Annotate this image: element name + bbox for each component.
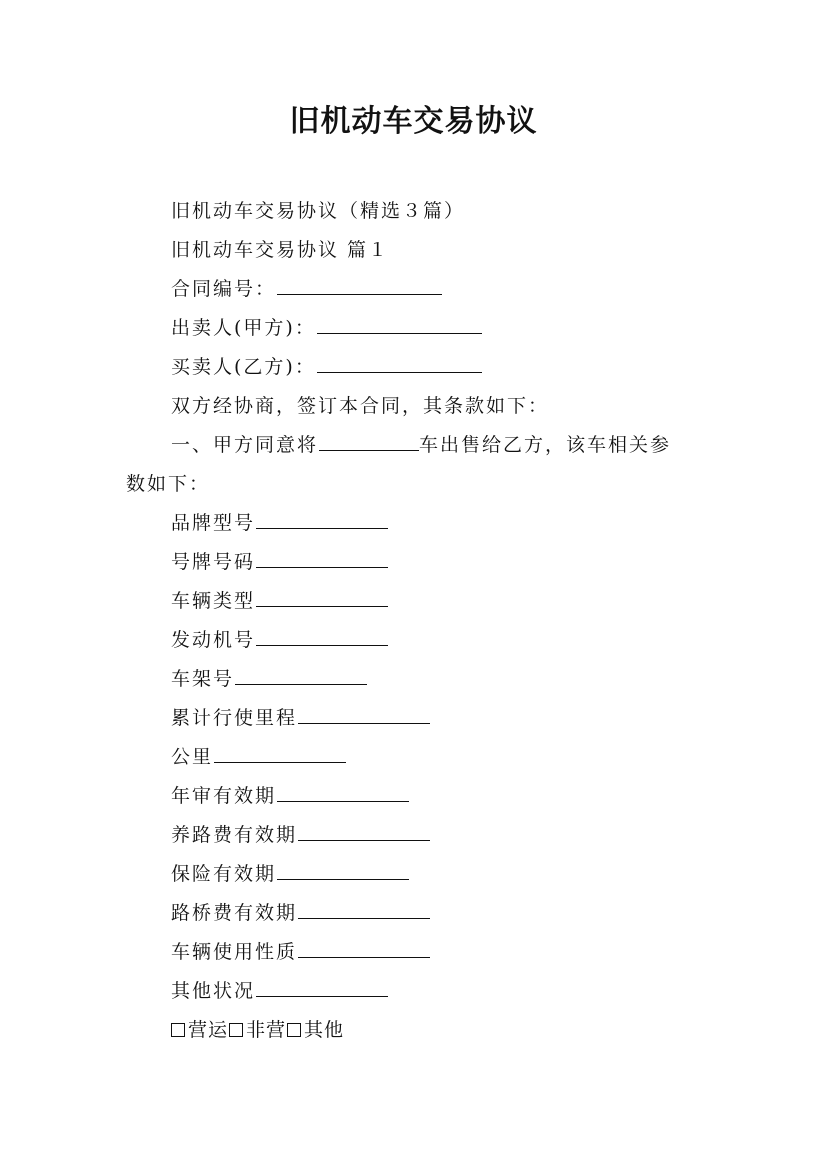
field-blank — [298, 900, 430, 919]
checkbox-non-operating[interactable] — [229, 1023, 243, 1037]
contract-number-label: 合同编号： — [171, 278, 277, 300]
field-label: 年审有效期 — [171, 785, 277, 807]
contract-number-line — [171, 276, 442, 302]
field-blank — [277, 783, 409, 802]
checkbox-operating[interactable] — [171, 1023, 185, 1037]
seller-label: 出卖人(甲方)： — [171, 317, 316, 339]
checkbox-other[interactable] — [287, 1023, 301, 1037]
field-engine-number — [171, 627, 388, 653]
field-mileage — [171, 705, 430, 731]
field-blank — [256, 510, 388, 529]
field-label: 其他状况 — [171, 980, 256, 1002]
buyer-blank — [317, 354, 482, 373]
field-km — [171, 744, 346, 770]
field-bridge-fee-valid — [171, 900, 430, 926]
field-brand-model — [171, 510, 388, 536]
field-inspection-valid — [171, 783, 409, 809]
clause-1-blank — [319, 432, 419, 451]
field-frame-number — [171, 666, 367, 692]
option-operating-label: 营运 — [188, 1019, 229, 1041]
field-blank — [277, 861, 409, 880]
buyer-line — [171, 354, 482, 380]
field-label: 车辆类型 — [171, 590, 256, 612]
field-plate-number — [171, 549, 388, 575]
field-label: 品牌型号 — [171, 512, 256, 534]
option-other-label: 其他 — [304, 1019, 345, 1041]
field-blank — [214, 744, 346, 763]
field-blank — [298, 939, 430, 958]
field-label: 保险有效期 — [171, 863, 277, 885]
field-blank — [298, 705, 430, 724]
field-blank — [235, 666, 367, 685]
field-label: 累计行使里程 — [171, 707, 298, 729]
field-label: 车辆使用性质 — [171, 941, 298, 963]
buyer-label: 买卖人(乙方)： — [171, 356, 316, 378]
use-type-options — [171, 1017, 345, 1043]
field-label: 养路费有效期 — [171, 824, 298, 846]
field-vehicle-type — [171, 588, 388, 614]
field-use-nature — [171, 939, 430, 965]
clause-1-part1: 一、甲方同意将 — [171, 434, 319, 456]
field-blank — [256, 627, 388, 646]
field-label: 路桥费有效期 — [171, 902, 298, 924]
part-heading: 旧机动车交易协议 篇１ — [171, 239, 390, 261]
clause-1-line — [171, 432, 671, 458]
field-blank — [256, 588, 388, 607]
field-label: 车架号 — [171, 668, 235, 690]
option-non-operating-label: 非营 — [246, 1019, 287, 1041]
contract-number-blank — [277, 276, 442, 295]
field-other-status — [171, 978, 388, 1004]
field-blank — [298, 822, 430, 841]
field-label: 号牌号码 — [171, 551, 256, 573]
seller-blank — [317, 315, 482, 334]
seller-line — [171, 315, 482, 341]
clause-1-continuation: 数如下： — [126, 473, 211, 495]
field-label: 公里 — [171, 746, 214, 768]
clause-1-part2: 车出售给乙方，该车相关参 — [419, 434, 672, 456]
subtitle: 旧机动车交易协议（精选３篇） — [171, 200, 466, 222]
agreement-intro: 双方经协商，签订本合同，其条款如下： — [171, 395, 550, 417]
field-blank — [256, 978, 388, 997]
field-insurance-valid — [171, 861, 409, 887]
field-label: 发动机号 — [171, 629, 256, 651]
field-road-fee-valid — [171, 822, 430, 848]
document-title: 旧机动车交易协议 — [289, 104, 538, 139]
field-blank — [256, 549, 388, 568]
